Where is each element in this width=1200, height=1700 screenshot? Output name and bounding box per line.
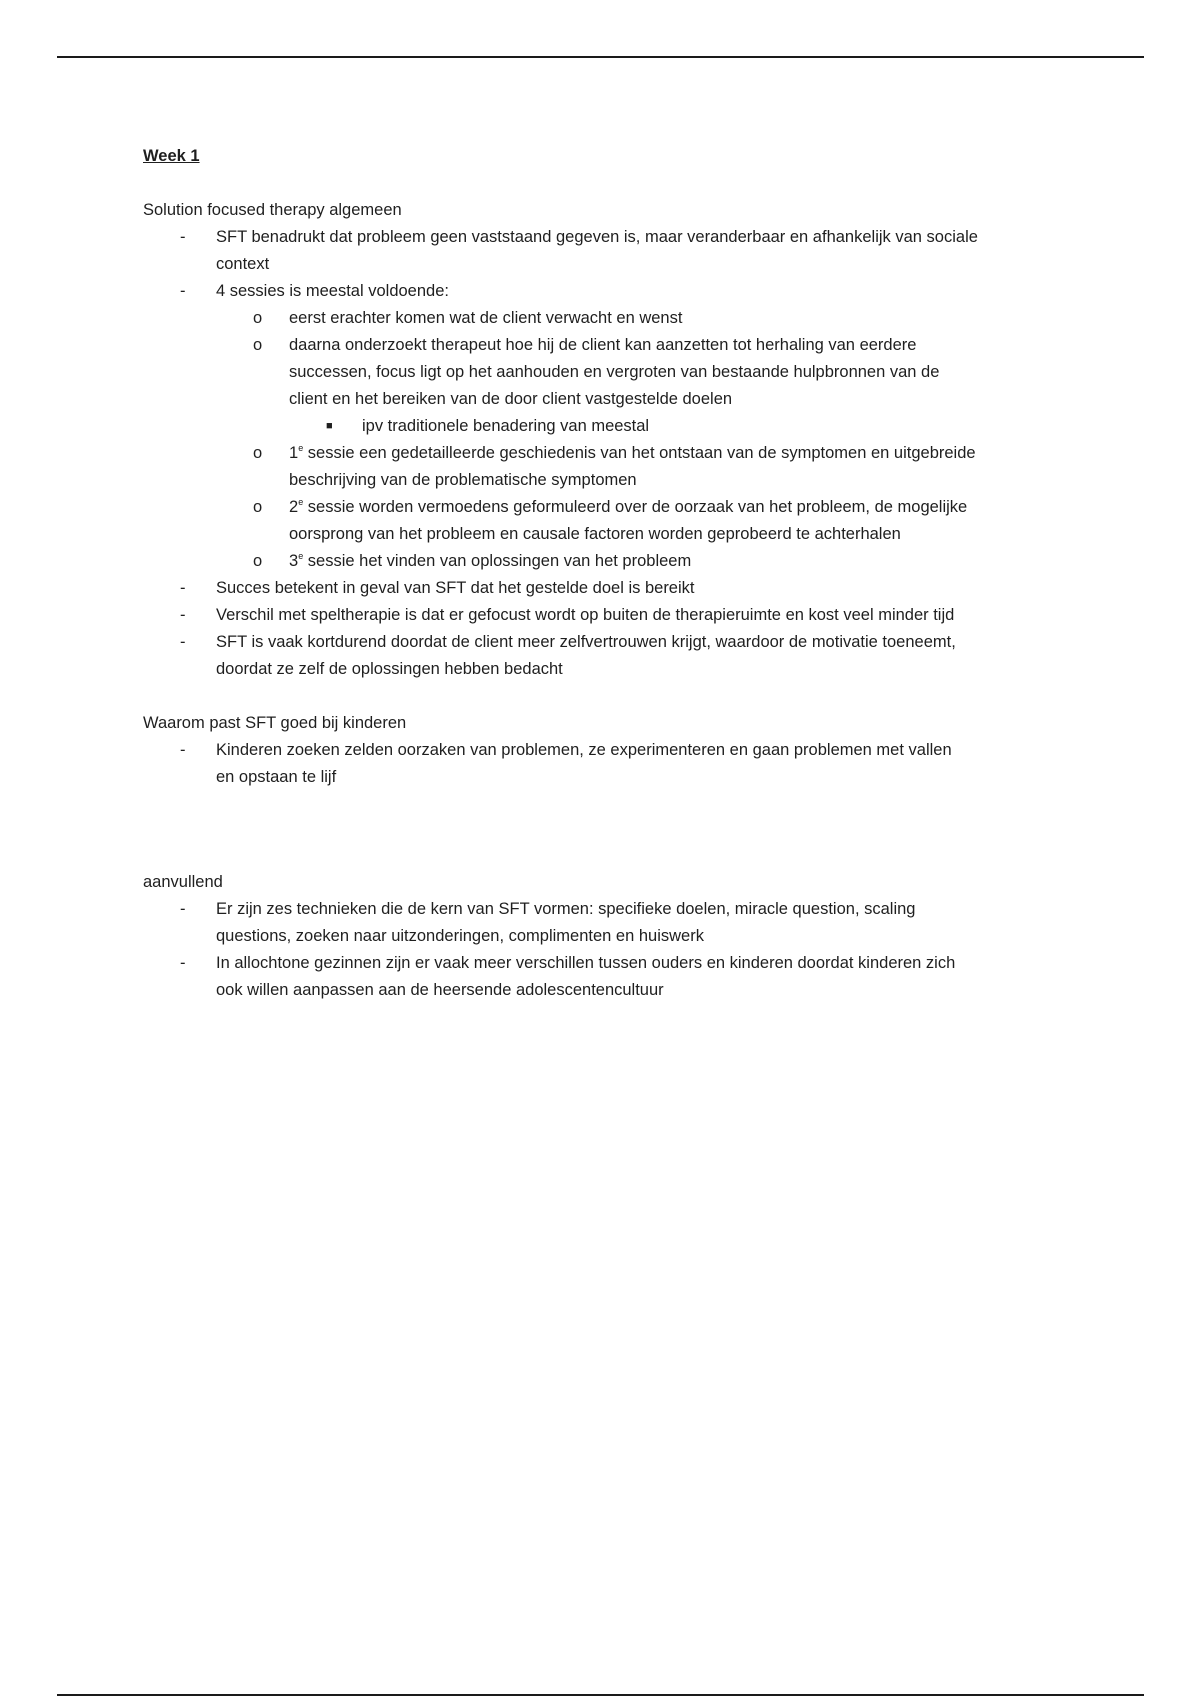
dash-bullet: - (180, 741, 186, 759)
sub-list-item: o eerst erachter komen wat de client verwacht en wenst (143, 305, 1063, 332)
list-item: - Verschil met speltherapie is dat er gefocust wordt op buiten de therapieruimte en kost veel minder tijd (143, 602, 1063, 629)
square-bullet: ■ (326, 420, 333, 432)
circle-bullet: o (253, 498, 263, 516)
dash-bullet: - (180, 606, 186, 624)
dash-bullet: - (180, 579, 186, 597)
section-title-sft: Solution focused therapy algemeen (143, 201, 402, 219)
sub-list-item: o 3e sessie het vinden van oplossingen van het probleem (143, 548, 1063, 575)
circle-bullet: o (253, 336, 263, 354)
sub-list-item: o daarna onderzoekt therapeut hoe hij de client kan aanzetten tot herhaling van eerdere (143, 332, 1063, 359)
sub-list-item: o 2e sessie worden vermoedens geformuleerd over de oorzaak van het probleem, de mogelijke (143, 494, 1063, 521)
list-item-continuation: context (216, 255, 270, 273)
sub-list-item-continuation: successen, focus ligt op het aanhouden en vergroten van bestaande hulpbronnen van de (289, 363, 940, 381)
list-item: - SFT benadrukt dat probleem geen vaststaand gegeven is, maar veranderbaar en afhankelijk van sociale (143, 224, 1063, 251)
section-title-children: Waarom past SFT goed bij kinderen (143, 714, 407, 732)
footer-rule (57, 1694, 1144, 1696)
list-item-continuation: ook willen aanpassen aan de heersende adolescentencultuur (216, 981, 664, 999)
header-rule (57, 56, 1144, 58)
list-item: - Kinderen zoeken zelden oorzaken van problemen, ze experimenteren en gaan problemen met vallen (143, 737, 1063, 764)
page-heading: Week 1 (143, 147, 200, 165)
list-item: - SFT is vaak kortdurend doordat de client meer zelfvertrouwen krijgt, waardoor de motivatie toeneemt, (143, 629, 1063, 656)
sub-list-item-continuation: oorsprong van het probleem en causale factoren worden geprobeerd te achterhalen (289, 525, 901, 543)
section-title-aanvullend: aanvullend (143, 873, 223, 891)
sub-sub-list-item: ■ ipv traditionele benadering van meestal (143, 413, 1063, 440)
list-item: - In allochtone gezinnen zijn er vaak meer verschillen tussen ouders en kinderen doordat kinderen zich (143, 950, 1063, 977)
list-item-continuation: doordat ze zelf de oplossingen hebben bedacht (216, 660, 563, 678)
circle-bullet: o (253, 552, 263, 570)
circle-bullet: o (253, 309, 263, 327)
document-body (143, 143, 1063, 1004)
sub-list-item-continuation: beschrijving van de problematische symptomen (289, 471, 637, 489)
dash-bullet: - (180, 282, 186, 300)
sub-list-item-continuation: client en het bereiken van de door client vastgestelde doelen (289, 390, 733, 408)
dash-bullet: - (180, 900, 186, 918)
dash-bullet: - (180, 954, 186, 972)
circle-bullet: o (253, 444, 263, 462)
list-item-continuation: en opstaan te lijf (216, 768, 337, 786)
list-item: - 4 sessies is meestal voldoende: (143, 278, 1063, 305)
list-item: - Succes betekent in geval van SFT dat het gestelde doel is bereikt (143, 575, 1063, 602)
dash-bullet: - (180, 633, 186, 651)
sub-list-item: o 1e sessie een gedetailleerde geschiedenis van het ontstaan van de symptomen en uitgebreide (143, 440, 1063, 467)
dash-bullet: - (180, 228, 186, 246)
list-item-continuation: questions, zoeken naar uitzonderingen, complimenten en huiswerk (216, 927, 704, 945)
list-item: - Er zijn zes technieken die de kern van SFT vormen: specifieke doelen, miracle question, scaling (143, 896, 1063, 923)
